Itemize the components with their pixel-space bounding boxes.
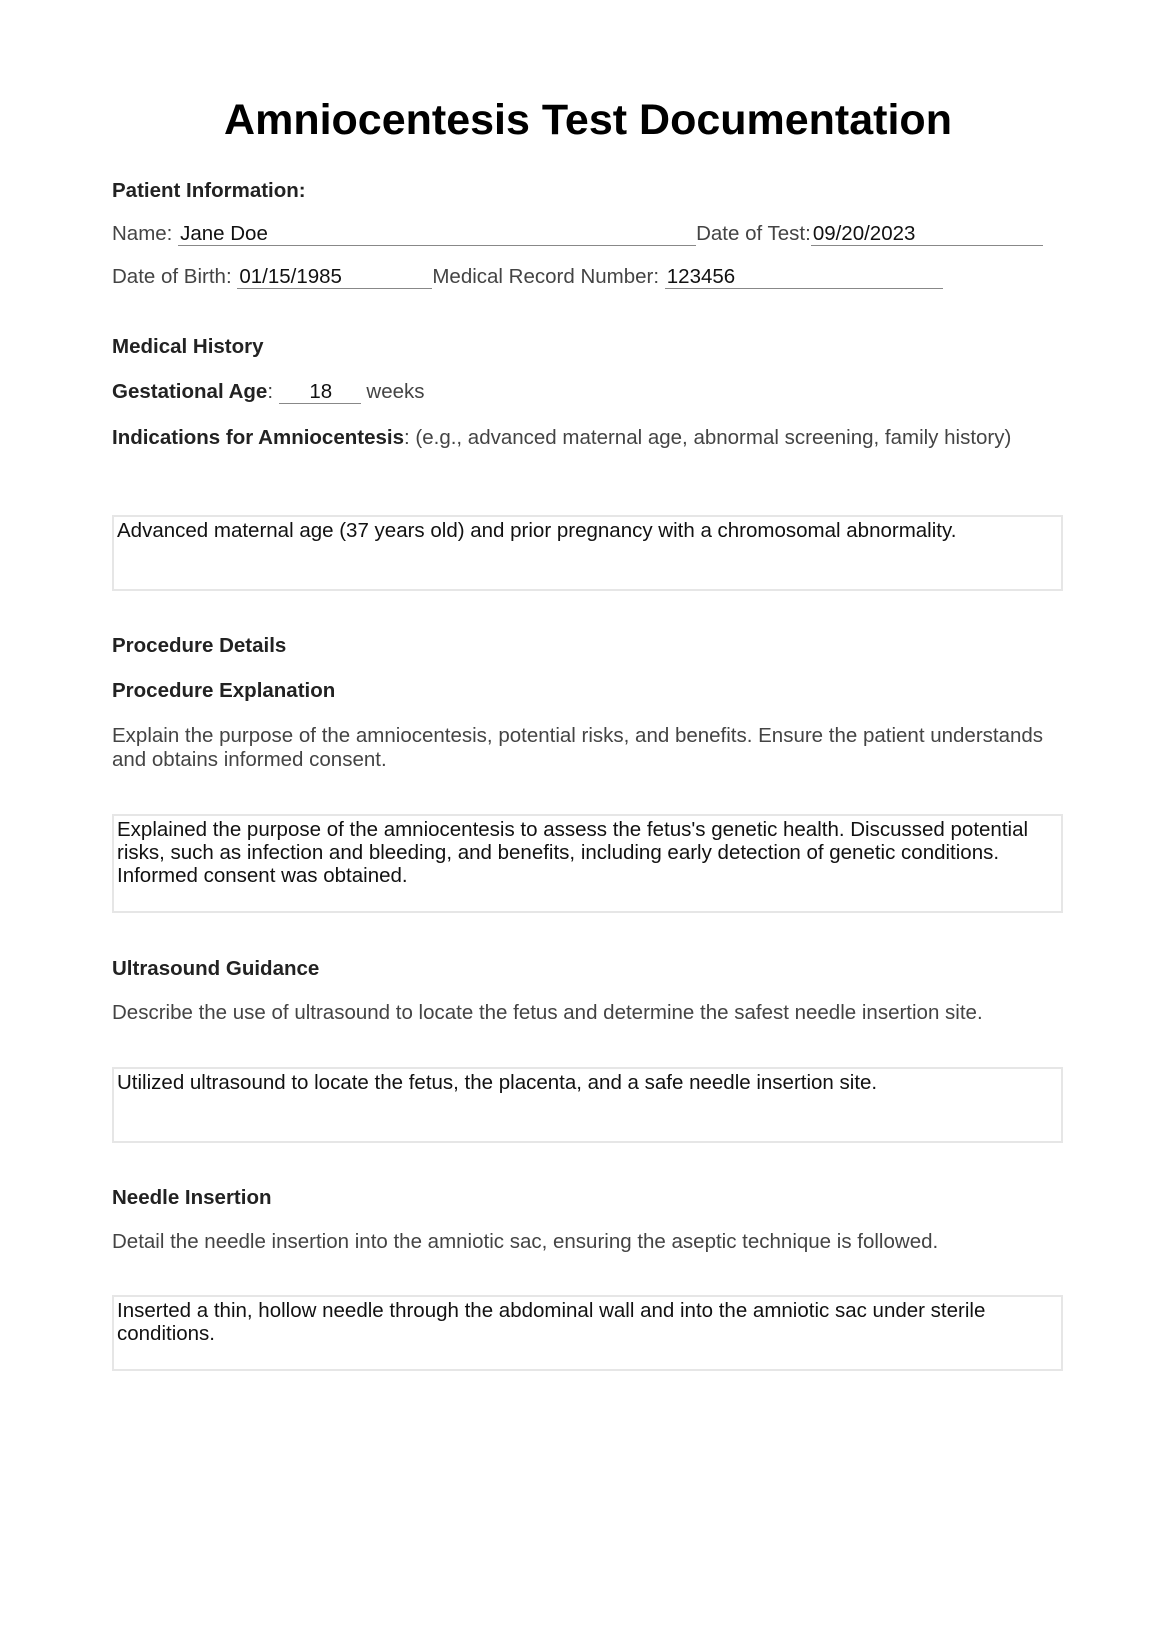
- mrn-label: Medical Record Number:: [432, 265, 660, 288]
- ultrasound-prompt: Describe the use of ultrasound to locate the fetus and determine the safest needle insertion site.: [112, 1001, 983, 1024]
- date-of-test-label: Date of Test:: [696, 222, 811, 245]
- gestational-age-row: [112, 380, 425, 404]
- indications-label: Indications for Amniocentesis: [112, 426, 404, 449]
- gestational-age-field[interactable]: 18: [279, 381, 361, 404]
- needle-insertion-heading: Needle Insertion: [112, 1186, 272, 1209]
- name-label: Name:: [112, 222, 173, 245]
- date-of-test-field[interactable]: 09/20/2023: [811, 223, 1043, 246]
- dob-label: Date of Birth:: [112, 265, 232, 288]
- name-field[interactable]: Jane Doe: [178, 223, 696, 246]
- indications-hint: : (e.g., advanced maternal age, abnormal screening, family history): [404, 426, 1012, 449]
- procedure-explanation-heading: Procedure Explanation: [112, 679, 336, 702]
- gestational-age-label: Gestational Age: [112, 380, 268, 403]
- needle-insertion-field[interactable]: Inserted a thin, hollow needle through the abdominal wall and into the amniotic sac under sterile conditions.: [112, 1295, 1063, 1371]
- page-title: Amniocentesis Test Documentation: [224, 96, 952, 144]
- medical-history-heading: Medical History: [112, 335, 264, 358]
- dob-row: [112, 265, 943, 289]
- procedure-explanation-field[interactable]: Explained the purpose of the amniocentesis to assess the fetus's genetic health. Discussed potential risks, such as infection and bleeding, and benefits, including early detection of genetic conditions. Informed consent was obtained.: [112, 814, 1063, 913]
- mrn-field[interactable]: 123456: [665, 266, 943, 289]
- patient-info-heading: Patient Information:: [112, 179, 306, 202]
- indications-prompt: [112, 423, 1062, 452]
- procedure-details-heading: Procedure Details: [112, 634, 287, 657]
- needle-insertion-prompt: Detail the needle insertion into the amniotic sac, ensuring the aseptic technique is followed.: [112, 1230, 939, 1253]
- procedure-explanation-prompt: Explain the purpose of the amniocentesis, potential risks, and benefits. Ensure the patient understands and obtains informed consent.: [112, 724, 1044, 771]
- dob-field[interactable]: 01/15/1985: [237, 266, 432, 289]
- indications-field[interactable]: Advanced maternal age (37 years old) and prior pregnancy with a chromosomal abnormality.: [112, 515, 1063, 591]
- ultrasound-field[interactable]: Utilized ultrasound to locate the fetus, the placenta, and a safe needle insertion site.: [112, 1067, 1063, 1143]
- name-row: [112, 222, 1043, 246]
- weeks-label: weeks: [366, 380, 425, 403]
- colon: :: [267, 380, 274, 403]
- ultrasound-heading: Ultrasound Guidance: [112, 957, 320, 980]
